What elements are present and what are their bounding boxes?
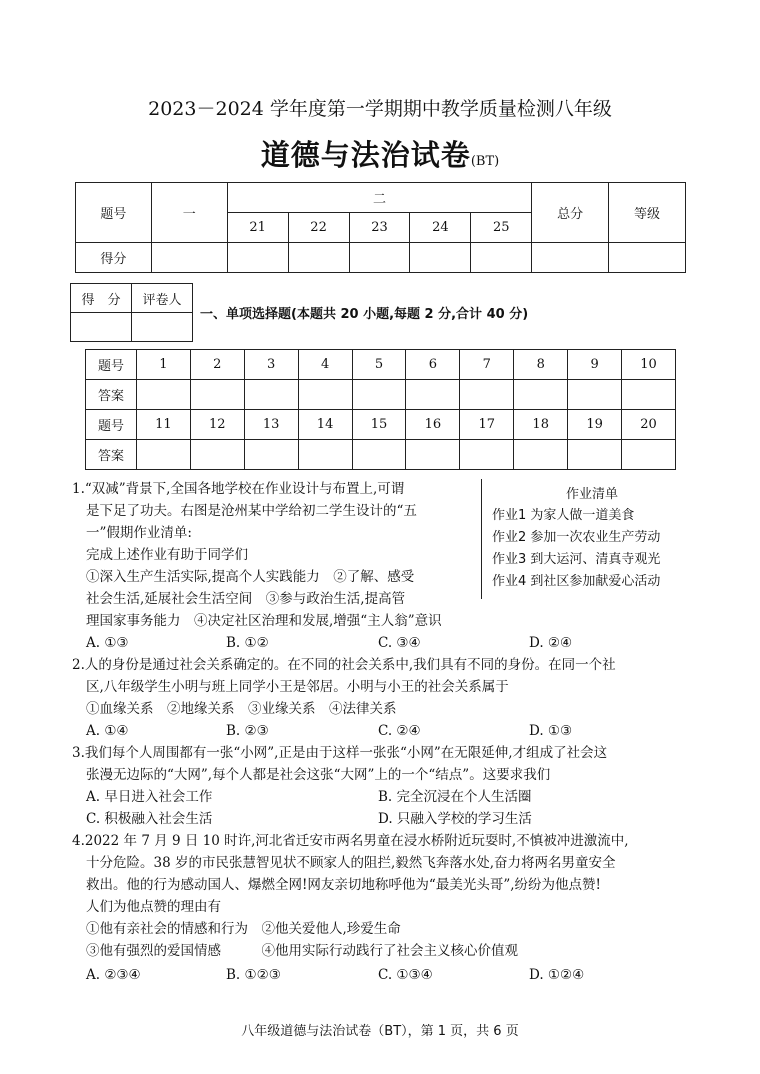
question-text: 社会生活,延展社会生活空间 ③参与政治生活,提高管 [86,591,406,607]
option: B. ②③ [226,723,269,739]
score-cell [349,243,410,273]
answer-cell [514,440,568,470]
question-number: 4 [298,350,352,380]
question-number: 9 [568,350,622,380]
answer-cell [460,440,514,470]
answer-cell [190,380,244,410]
question-text: ①血缘关系 ②地缘关系 ③业缘关系 ④法律关系 [86,701,397,717]
exam-title-line: 2023－2024 学年度第一学期期中教学质量检测八年级 [148,98,612,120]
answer-cell [568,380,622,410]
question-number: 3 [244,350,298,380]
answer-cell [622,440,676,470]
question-text: 张漫无边际的“大网”,每个人都是社会这张“大网”上的一个“结点”。这要求我们 [86,767,551,783]
score-cell [151,243,227,273]
score-cell [410,243,471,273]
answer-row-label: 题号 [86,350,137,380]
question-2 [72,654,692,720]
section-heading: 一、单项选择题(本题共 20 小题,每题 2 分,合计 40 分) [200,307,529,322]
answer-cell [136,380,190,410]
homework-item: 作业3 到大运河、清真寺观光 [492,552,661,567]
grader-name-label: 评卷人 [132,284,193,313]
question-text: ①深入生产生活实际,提高个人实践能力 ②了解、感受 [86,569,415,585]
homework-item: 作业2 参加一次农业生产劳动 [492,530,661,545]
exam-version: (BT) [470,154,500,169]
answer-cell [514,380,568,410]
question-number: 18 [514,410,568,440]
score-header-part2: 二 [227,183,532,213]
homework-list [481,479,692,599]
score-sub: 25 [471,213,532,243]
question-text: 4.2022 年 7 月 9 日 10 时许,河北省迁安市两名男童在浸水桥附近玩耍时,不慎被冲进激流中, [72,833,629,849]
question-1 [72,478,492,632]
option: B. ①② [226,635,269,651]
answer-cell [298,380,352,410]
question-text: 一”假期作业清单: [86,525,192,541]
question-text: ①他有亲社会的情感和行为 ②他关爱他人,珍爱生命 [86,921,401,937]
question-text: 人们为他点赞的理由有 [86,899,221,915]
answer-table [85,349,676,470]
question-3 [72,742,692,786]
answer-cell [352,380,406,410]
option: C. ③④ [378,635,421,651]
answer-row-label: 答案 [86,380,137,410]
question-number: 11 [136,410,190,440]
question-number: 15 [352,410,406,440]
question-number: 5 [352,350,406,380]
question-text: 理国家事务能力 ④决定社区治理和发展,增强“主人翁”意识 [86,613,442,629]
question-number: 16 [406,410,460,440]
option: A. ②③④ [86,967,141,983]
score-sub: 23 [349,213,410,243]
option: D. ①③ [529,723,573,739]
question-text: 救出。他的行为感动国人、爆燃全网!网友亲切地称呼他为“最美光头哥”,纷纷为他点赞! [86,877,601,893]
option: C. ①③④ [378,967,433,983]
answer-cell [244,440,298,470]
score-cell [471,243,532,273]
question-text: 是下足了功夫。右图是沧州某中学给初二学生设计的“五 [86,503,417,519]
score-header-tihao: 题号 [76,183,152,243]
grader-cell [71,313,132,342]
option: D. ①②④ [529,967,585,983]
score-cell [609,243,686,273]
option: D. 只融入学校的学习生活 [378,811,532,827]
homework-item: 作业1 为家人做一道美食 [492,508,635,523]
score-header-part1: 一 [151,183,227,243]
question-text: ③他有强烈的爱国情感 ④他用实际行动践行了社会主义核心价值观 [86,943,518,959]
exam-subject: 道德与法治试卷 [260,138,471,172]
score-row-label: 得分 [76,243,152,273]
question-number: 6 [406,350,460,380]
question-number: 7 [460,350,514,380]
exam-title [0,133,760,174]
question-number: 8 [514,350,568,380]
score-cell [227,243,288,273]
grader-box [70,283,193,342]
option: A. ①④ [86,723,129,739]
score-sub: 24 [410,213,471,243]
answer-cell [136,440,190,470]
question-number: 14 [298,410,352,440]
score-sub: 22 [288,213,349,243]
answer-cell [406,440,460,470]
option: A. ①③ [86,635,129,651]
homework-heading: 作业清单 [565,487,618,502]
grader-score-label: 得 分 [71,284,132,313]
question-text: 1.“双减”背景下,全国各地学校在作业设计与布置上,可谓 [72,481,405,497]
option: C. ②④ [378,723,421,739]
option: B. ①②③ [226,967,281,983]
question-text: 十分危险。38 岁的市民张慧智见状不顾家人的阻拦,毅然飞奔落水处,奋力将两名男童安全 [86,855,616,871]
question-number: 2 [190,350,244,380]
answer-cell [568,440,622,470]
question-number: 19 [568,410,622,440]
page-footer: 八年级道德与法治试卷（BT），第 1 页，共 6 页 [241,1024,519,1039]
question-text: 3.我们每个人周围都有一张“小网”,正是由于这样一张张“小网”在无限延伸,才组成了社会这 [72,745,608,761]
answer-cell [352,440,406,470]
score-header-grade: 等级 [609,183,686,243]
answer-row-label: 题号 [86,410,137,440]
score-sub: 21 [227,213,288,243]
option: D. ②④ [529,635,573,651]
score-header-total: 总分 [532,183,609,243]
question-number: 12 [190,410,244,440]
question-number: 17 [460,410,514,440]
question-number: 13 [244,410,298,440]
question-4 [72,830,692,962]
answer-cell [460,380,514,410]
answer-row-label: 答案 [86,440,137,470]
score-cell [288,243,349,273]
question-text: 完成上述作业有助于同学们 [86,547,248,563]
answer-cell [244,380,298,410]
question-text: 2.人的身份是通过社会关系确定的。在不同的社会关系中,我们具有不同的身份。在同一个社 [72,657,616,673]
question-number: 1 [136,350,190,380]
question-number: 20 [622,410,676,440]
answer-cell [190,440,244,470]
answer-cell [406,380,460,410]
score-table [75,182,686,273]
score-cell [532,243,609,273]
option: C. 积极融入社会生活 [86,811,213,827]
option: A. 早日进入社会工作 [86,789,213,805]
homework-item: 作业4 到社区参加献爱心活动 [492,574,661,589]
answer-cell [622,380,676,410]
answer-cell [298,440,352,470]
question-text: 区,八年级学生小明与班上同学小王是邻居。小明与小王的社会关系属于 [86,679,509,695]
grader-cell [132,313,193,342]
question-number: 10 [622,350,676,380]
option: B. 完全沉浸在个人生活圈 [378,789,532,805]
